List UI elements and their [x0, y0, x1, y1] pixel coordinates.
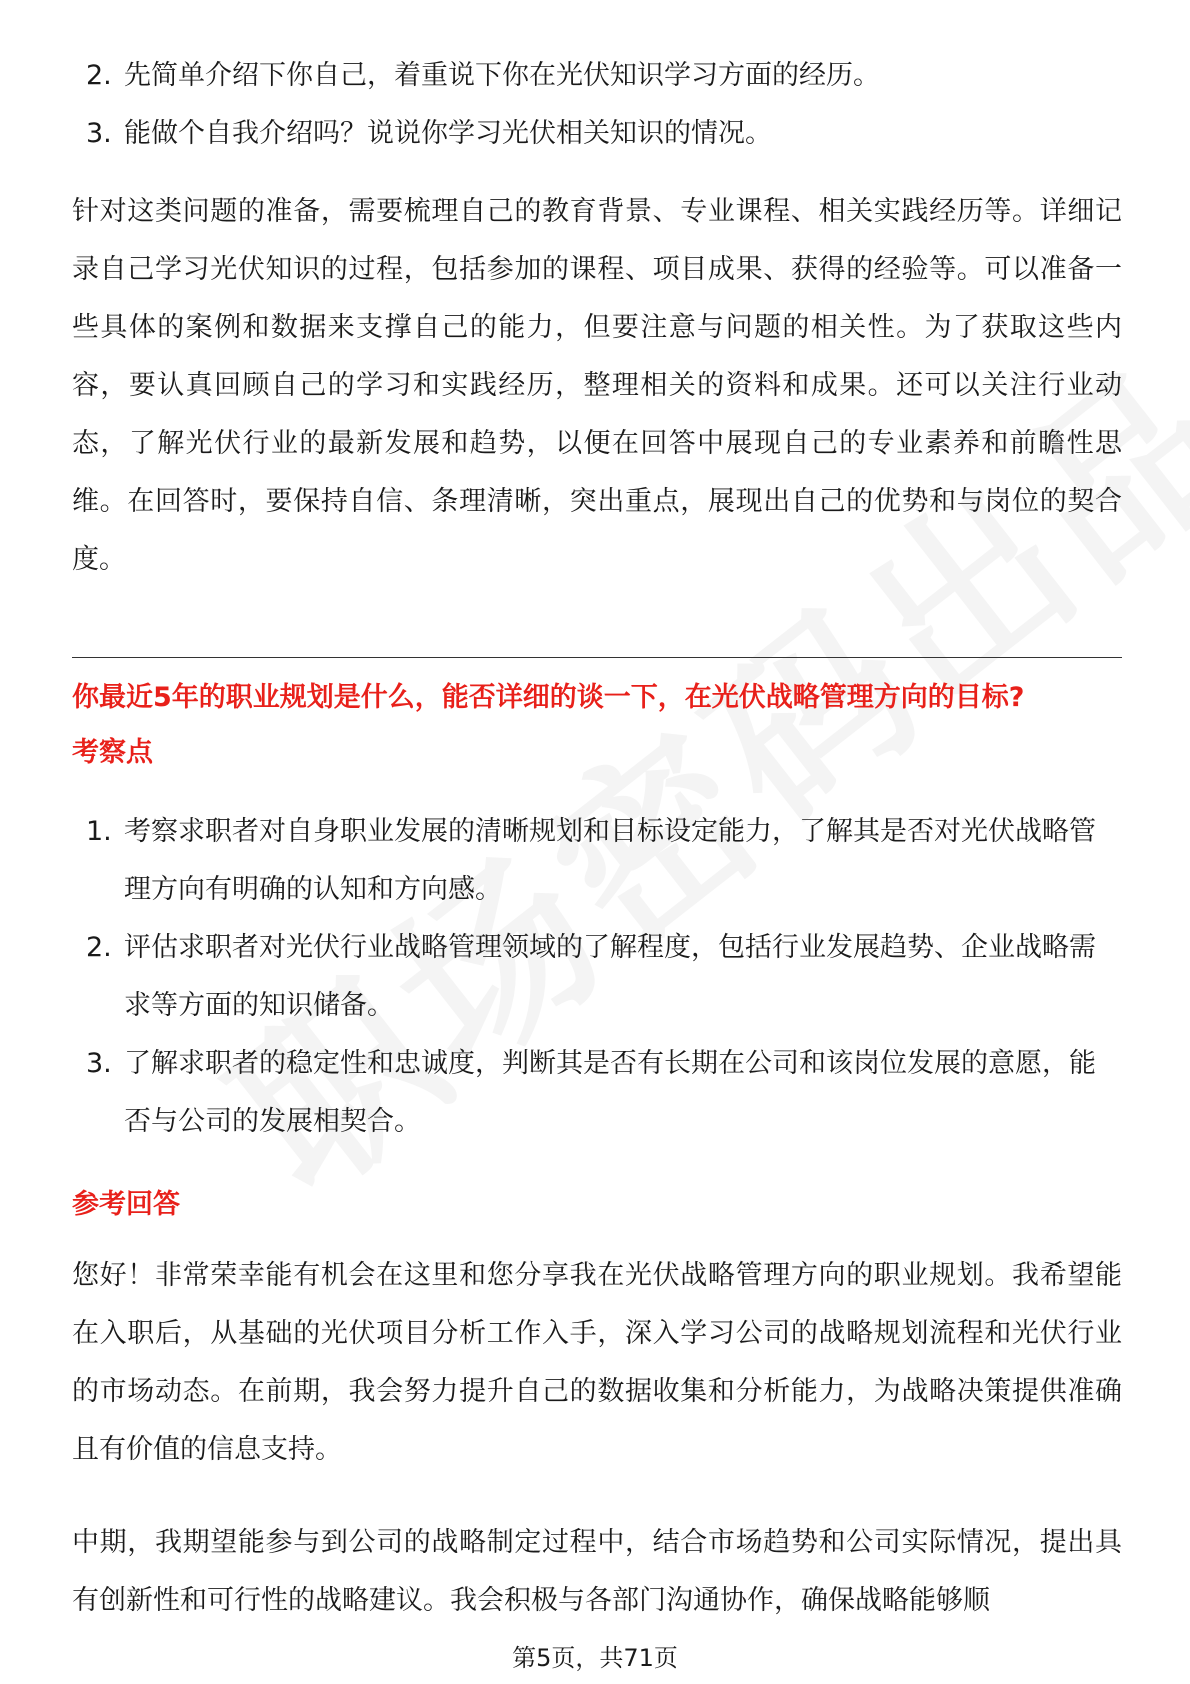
list-number: 1.	[86, 816, 112, 847]
list-text: 了解求职者的稳定性和忠诚度，判断其是否有长期在公司和该岗位发展的意愿，能否与公司的发展相契合。	[124, 1048, 1096, 1137]
list-item	[72, 1035, 1122, 1151]
list-item	[72, 803, 1122, 919]
question-title: 你最近5年的职业规划是什么，能否详细的谈一下，在光伏战略管理方向的目标?	[72, 682, 1025, 713]
page-footer: 第5页，共71页	[512, 1644, 678, 1672]
answer-paragraph: 您好！非常荣幸能有机会在这里和您分享我在光伏战略管理方向的职业规划。我希望能在入职后，从基础的光伏项目分析工作入手，深入学习公司的战略规划流程和光伏行业的市场动态。在前期，我会努力提升自己的数据收集和分析能力，为战略决策提供准确且有价值的信息支持。	[72, 1260, 1122, 1465]
list-number: 3.	[86, 1048, 112, 1079]
points-heading: 考察点	[72, 737, 153, 768]
list-number: 2.	[86, 60, 112, 91]
section-divider	[72, 657, 1122, 658]
list-text: 考察求职者对自身职业发展的清晰规划和目标设定能力，了解其是否对光伏战略管理方向有明确的认知和方向感。	[124, 816, 1096, 905]
list-item	[72, 47, 1122, 105]
list-text: 评估求职者对光伏行业战略管理领域的了解程度，包括行业发展趋势、企业战略需求等方面的知识储备。	[124, 932, 1096, 1021]
list-number: 3.	[86, 118, 112, 149]
list-text: 先简单介绍下你自己，着重说下你在光伏知识学习方面的经历。	[124, 60, 880, 91]
list-text: 能做个自我介绍吗？说说你学习光伏相关知识的情况。	[124, 118, 772, 149]
list-item	[72, 919, 1122, 1035]
points-list	[72, 803, 1122, 1151]
preparation-paragraph: 针对这类问题的准备，需要梳理自己的教育背景、专业课程、相关实践经历等。详细记录自己学习光伏知识的过程，包括参加的课程、项目成果、获得的经验等。可以准备一些具体的案例和数据来支撑自己的能力，但要注意与问题的相关性。为了获取这些内容，要认真回顾自己的学习和实践经历，整理相关的资料和成果。还可以关注行业动态，了解光伏行业的最新发展和趋势，以便在回答中展现自己的专业素养和前瞻性思维。在回答时，要保持自信、条理清晰，突出重点，展现出自己的优势和与岗位的契合度。	[72, 196, 1122, 575]
answer-paragraph: 中期，我期望能参与到公司的战略制定过程中，结合市场趋势和公司实际情况，提出具有创新性和可行性的战略建议。我会积极与各部门沟通协作，确保战略能够顺	[72, 1527, 1122, 1616]
answer-heading: 参考回答	[72, 1189, 180, 1220]
top-ordered-list	[72, 47, 1122, 163]
list-number: 2.	[86, 932, 112, 963]
list-item	[72, 105, 1122, 163]
